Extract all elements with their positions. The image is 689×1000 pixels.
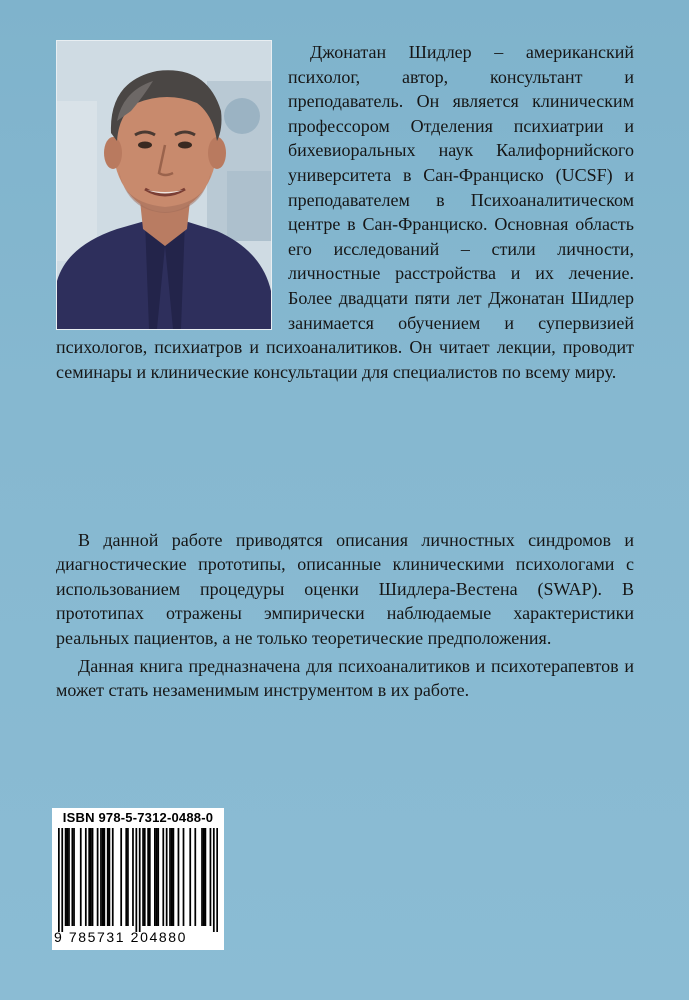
barcode-bar: [149, 828, 151, 926]
barcode-bar: [66, 828, 68, 926]
barcode-bar: [156, 828, 158, 926]
barcode-bar: [103, 828, 105, 926]
barcode-bar: [112, 828, 114, 926]
author-bio: [56, 40, 634, 384]
barcode-bar: [127, 828, 129, 926]
description-paragraph-1: В данной работе приводятся описания личностных синдромов и диагностические прототипы, описанные клиническими психологами с использованием процедуры оценки Шидлера-Вестена (SWAP). В прототипах отражены эмпирически наблюдаемые характеристики реальных пациентов, а не только теоретические предположения.: [56, 530, 634, 648]
barcode-bar: [147, 828, 149, 926]
barcode-bar: [107, 828, 109, 926]
barcode-bar: [73, 828, 75, 926]
barcode-bar: [100, 828, 102, 926]
barcode-bar: [183, 828, 185, 926]
barcode-bar: [213, 828, 215, 932]
author-bio-paragraph: Джонатан Шидлер – американский психолог, автор, консультант и преподаватель. Он является клиническим профессором Отделения психиатрии и бихевиоральных наук Калифорнийского университета в Сан-Франциско (UCSF) и преподавателем в Психоаналитическом центре в Сан-Франциско. Основная область его исследований – стили личности, личностные расстройства и их лечение. Более двадцати пяти лет Джонатан Шидлер занимается обучением и супервизией психологов, психиатров и психоаналитиков. Он читает лекции, проводит семинары и клинические консультации для специалистов по всему миру.: [56, 42, 634, 382]
barcode-bar: [65, 828, 67, 926]
barcode-bar: [154, 828, 156, 926]
book-description: [56, 528, 634, 703]
barcode-bar: [194, 828, 196, 926]
barcode-bar: [162, 828, 164, 926]
barcode-bar: [166, 828, 168, 926]
barcode-bar: [142, 828, 144, 926]
barcode-bar: [139, 828, 141, 932]
barcode-bar: [109, 828, 111, 926]
barcode-bar: [88, 828, 90, 926]
barcode-bar: [120, 828, 122, 926]
barcode-bar: [203, 828, 205, 926]
barcode-bar: [90, 828, 92, 926]
barcode-bar: [173, 828, 175, 926]
barcode-bar: [125, 828, 127, 926]
barcode-bar: [80, 828, 82, 926]
ean-digits: 9 785731 204880: [54, 929, 187, 945]
barcode-bar: [92, 828, 94, 926]
barcode-bar: [85, 828, 87, 926]
barcode-bar: [71, 828, 73, 926]
barcode-icon: [58, 828, 218, 932]
barcode-bar: [157, 828, 159, 926]
barcode-bar: [171, 828, 173, 926]
barcode-bar: [178, 828, 180, 926]
barcode-bar: [132, 828, 134, 926]
description-paragraph-2: Данная книга предназначена для психоаналитиков и психотерапевтов и может стать незаменимым инструментом в их работе.: [56, 656, 634, 701]
isbn-barcode: [52, 808, 224, 950]
barcode-bar: [68, 828, 70, 926]
barcode-bar: [201, 828, 203, 926]
barcode-bar: [61, 828, 63, 932]
barcode-bar: [216, 828, 218, 932]
barcode-bar: [169, 828, 171, 926]
barcode-bar: [58, 828, 60, 932]
barcode-bar: [205, 828, 207, 926]
barcode-bar: [97, 828, 99, 926]
photo-spacer: [56, 40, 288, 328]
barcode-bar: [102, 828, 104, 926]
barcode-bar: [189, 828, 191, 926]
barcode-bar: [210, 828, 212, 926]
barcode-bar: [135, 828, 137, 932]
barcode-bar: [144, 828, 146, 926]
isbn-label: ISBN 978-5-7312-0488-0: [62, 810, 214, 825]
